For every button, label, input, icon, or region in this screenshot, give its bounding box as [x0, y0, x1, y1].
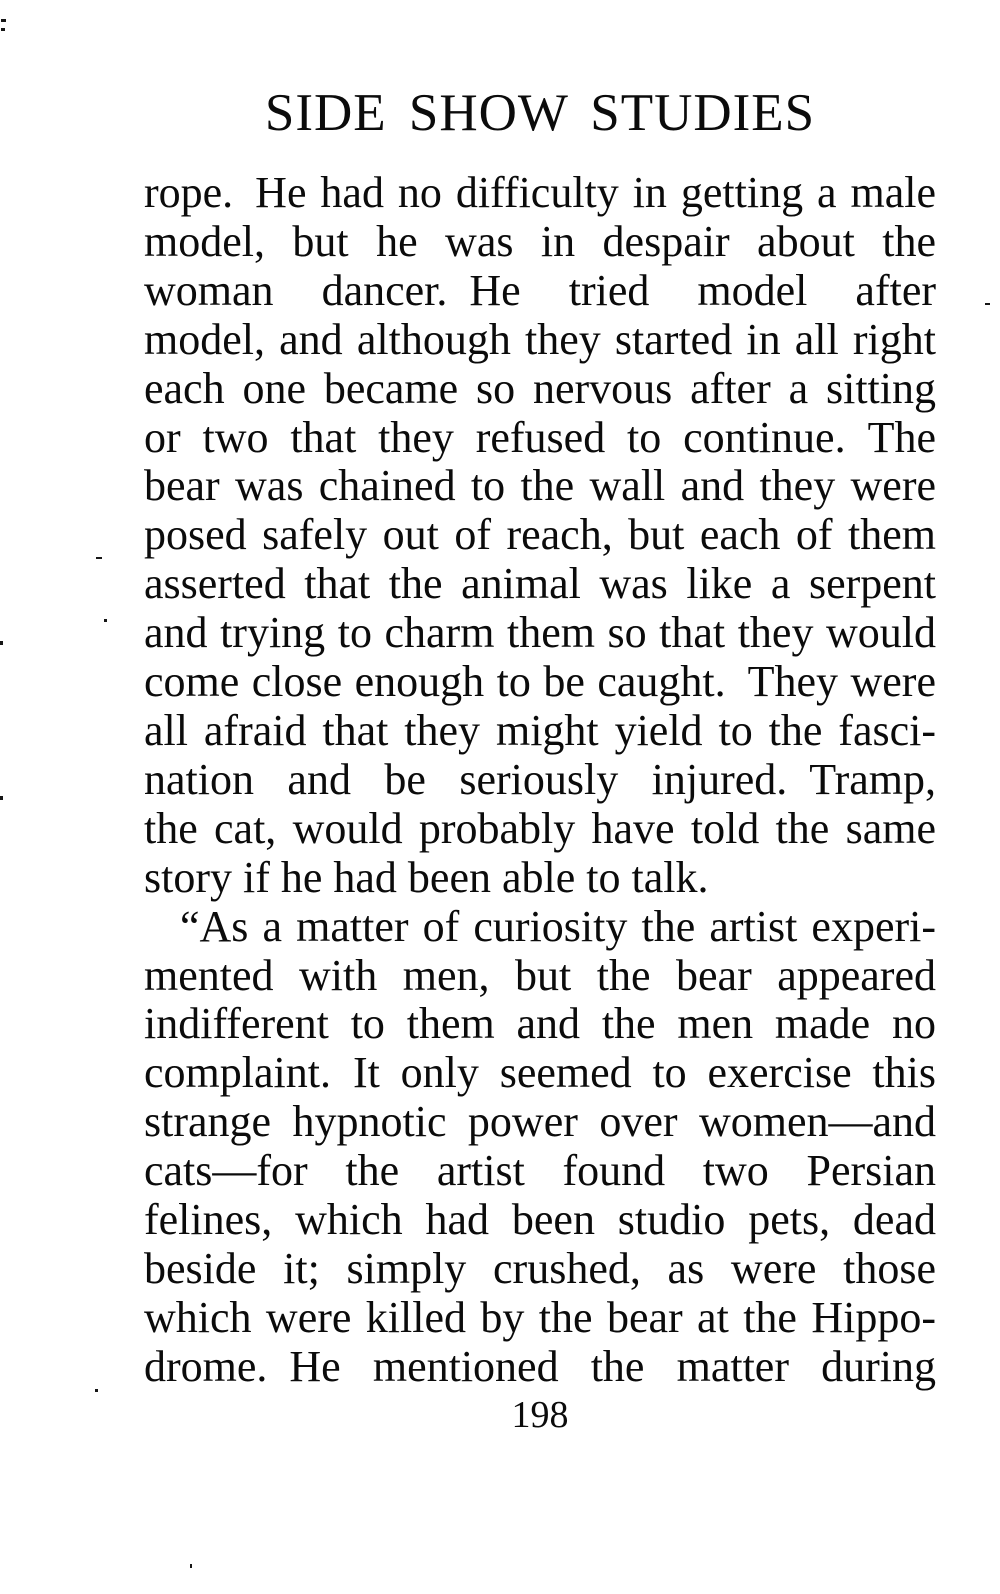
- text-line: which were killed by the bear at the Hippo-: [144, 1292, 936, 1342]
- text-line: bear was chained to the wall and they were: [144, 461, 936, 511]
- scan-speck: [104, 619, 107, 622]
- paragraph: [144, 903, 936, 1392]
- scan-speck: [1, 28, 5, 31]
- text-line: felines, which had been studio pets, dead: [144, 1195, 936, 1245]
- scan-speck: [95, 1389, 98, 1392]
- scan-speck: [1, 19, 6, 22]
- text-line: asserted that the animal was like a serpent: [144, 559, 936, 609]
- text-line: woman dancer. He tried model after: [144, 265, 936, 315]
- page-number: 198: [511, 1394, 569, 1436]
- scan-speck: [985, 303, 990, 305]
- text-line: and trying to charm them so that they would: [144, 608, 936, 658]
- text-line: all afraid that they might yield to the fasci-: [144, 705, 936, 755]
- text-line: each one became so nervous after a sitting: [144, 363, 936, 413]
- text-line: story if he had been able to talk.: [144, 852, 709, 902]
- page-header: SIDE SHOW STUDIES: [264, 84, 816, 142]
- scan-speck: [96, 557, 102, 559]
- text-line: beside it; simply crushed, as were those: [144, 1243, 936, 1293]
- text-line: the cat, would probably have told the same: [144, 803, 936, 853]
- scan-speck: [190, 1564, 192, 1568]
- paragraph: [144, 169, 936, 903]
- text-line: model, and although they started in all right: [144, 314, 936, 364]
- text-line: drome. He mentioned the matter during: [144, 1341, 936, 1391]
- scan-speck: [0, 796, 3, 800]
- text-line: or two that they refused to continue. The: [144, 412, 936, 462]
- text-line: come close enough to be caught. They were: [144, 657, 936, 707]
- text-line: nation and be seriously injured. Tramp,: [144, 754, 936, 804]
- text-line: indifferent to them and the men made no: [144, 999, 936, 1049]
- text-line: rope. He had no difficulty in getting a male: [144, 168, 936, 217]
- text-line: strange hypnotic power over women—and: [144, 1097, 936, 1147]
- text-line: “As a matter of curiosity the artist experi-: [180, 901, 936, 951]
- text-line: mented with men, but the bear appeared: [144, 950, 936, 1000]
- text-line: cats—for the artist found two Persian: [144, 1146, 936, 1196]
- scan-speck: [0, 641, 3, 645]
- body-text: [144, 169, 936, 1392]
- text-line: complaint. It only seemed to exercise this: [144, 1048, 936, 1098]
- text-line: model, but he was in despair about the: [144, 216, 936, 266]
- text-line: posed safely out of reach, but each of them: [144, 510, 936, 560]
